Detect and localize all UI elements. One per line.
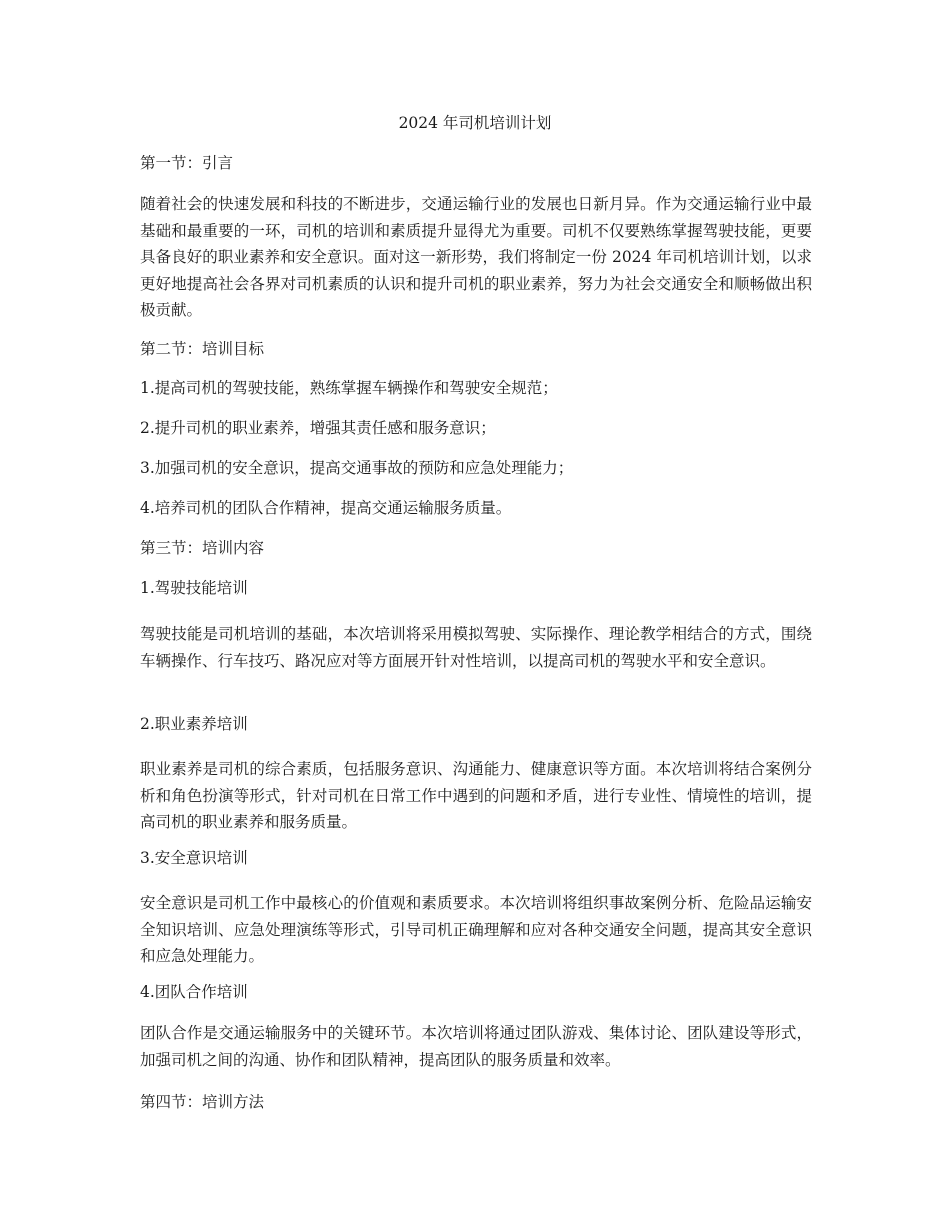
content-paragraph: 驾驶技能是司机培训的基础，本次培训将采用模拟驾驶、实际操作、理论教学相结合的方式，围绕车辆操作、行车技巧、路况应对等方面展开针对性培训，以提高司机的驾驶水平和安全意识。 [140,625,812,670]
intro-paragraph: 随着社会的快速发展和科技的不断进步，交通运输行业的发展也日新月异。作为交通运输行业中最基础和最重要的一环，司机的培训和素质提升显得尤为重要。司机不仅要熟练掌握驾驶技能，更要具备良好的职业素养和安全意识。面对这一新形势，我们将制定一份 2024 年司机培训计划，以求更好地提高社会各界对司机素质的认识和提升司机的职业素养，努力为社会交通安全和顺畅做出积极贡献。 [140,195,812,319]
content-paragraph: 职业素养是司机的综合素质，包括服务意识、沟通能力、健康意识等方面。本次培训将结合案例分析和角色扮演等形式，针对司机在日常工作中遇到的问题和矛盾，进行专业性、情境性的培训，提高司机的职业素养和服务质量。 [140,760,812,831]
section-heading-intro: 第一节：引言 [140,154,234,172]
goal-item: 3.加强司机的安全意识，提高交通事故的预防和应急处理能力； [140,459,574,477]
goal-item: 1.提高司机的驾驶技能，熟练掌握车辆操作和驾驶安全规范； [140,379,558,397]
content-subheading: 4.团队合作培训 [140,983,248,1001]
section-heading-methods: 第四节：培训方法 [140,1093,265,1111]
content-paragraph: 安全意识是司机工作中最核心的价值观和素质要求。本次培训将组织事故案例分析、危险品运输安全知识培训、应急处理演练等形式，引导司机正确理解和应对各种交通安全问题，提高其安全意识和应急处理能力。 [140,894,812,965]
content-subheading: 1.驾驶技能培训 [140,579,248,597]
content-paragraph: 团队合作是交通运输服务中的关键环节。本次培训将通过团队游戏、集体讨论、团队建设等形式，加强司机之间的沟通、协作和团队精神，提高团队的服务质量和效率。 [140,1024,812,1069]
content-subheading: 3.安全意识培训 [140,849,248,867]
goal-item: 4.培养司机的团队合作精神，提高交通运输服务质量。 [140,499,512,517]
section-heading-content: 第三节：培训内容 [140,539,265,557]
section-heading-goals: 第二节：培训目标 [140,340,265,358]
document-title: 2024 年司机培训计划 [398,114,552,132]
goal-item: 2.提升司机的职业素养，增强其责任感和服务意识； [140,419,496,437]
content-subheading: 2.职业素养培训 [140,715,248,733]
